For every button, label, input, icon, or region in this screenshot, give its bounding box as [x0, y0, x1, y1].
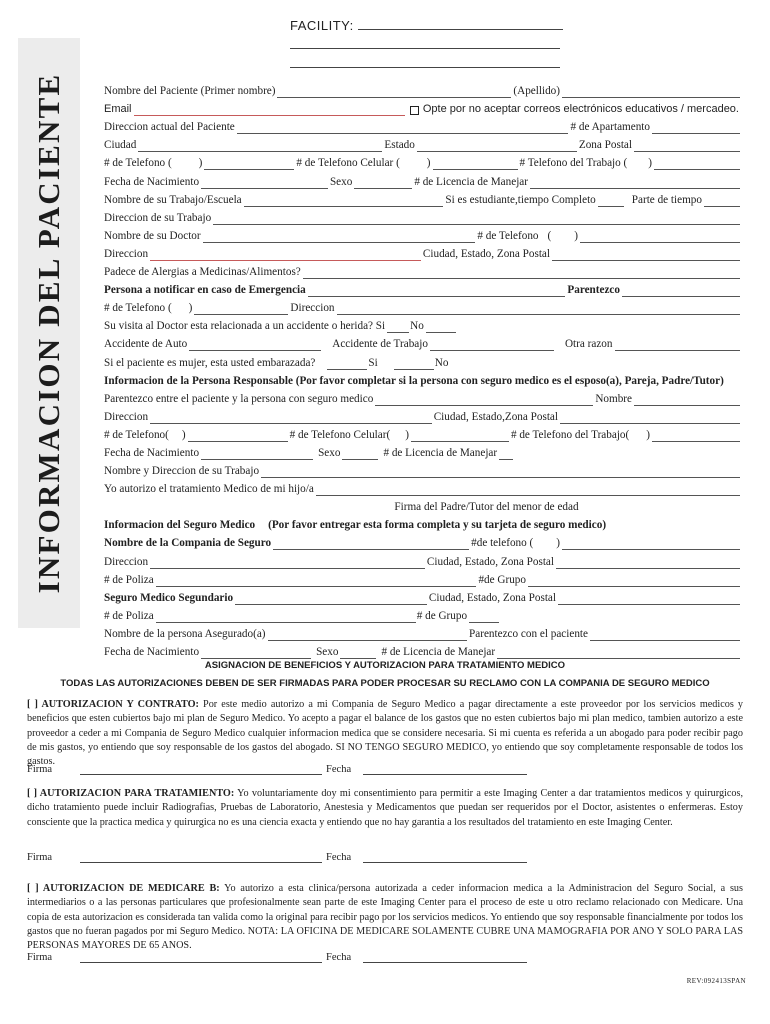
label-zip: Zona Postal	[578, 139, 632, 152]
responsible-dob-field[interactable]	[201, 449, 313, 460]
insurance-policy-field[interactable]	[156, 576, 477, 587]
row-address	[103, 116, 741, 134]
paren-close: )	[181, 428, 186, 441]
responsible-work-field[interactable]	[261, 467, 740, 478]
label-responsible-work-phone: # de Telefono del Trabajo(	[510, 428, 630, 441]
row-email	[103, 98, 741, 116]
label-first-name: Nombre del Paciente (Primer nombre)	[104, 85, 276, 98]
label-doctor-city: Ciudad, Estado, Zona Postal	[422, 247, 550, 260]
row-guardian-signature	[103, 496, 741, 514]
treatment-signature-row	[27, 852, 527, 863]
responsible-address-field[interactable]	[150, 413, 432, 424]
facility-input-line[interactable]	[358, 18, 563, 30]
contract-date-field[interactable]	[363, 764, 527, 775]
label-insured-relation: Parentezco con el paciente	[469, 627, 588, 640]
label-insurance-company: Nombre de la Compania de Seguro	[104, 537, 272, 550]
label-responsible-dob: Fecha de Nacimiento	[104, 446, 200, 459]
facility-field[interactable]	[290, 18, 563, 33]
opt-out-checkbox[interactable]	[410, 106, 419, 115]
row-employer	[103, 189, 741, 207]
row-patient-name	[103, 80, 741, 98]
treatment-date-field[interactable]	[363, 852, 527, 863]
label-address: Direccion actual del Paciente	[104, 121, 235, 134]
insurance-group-field[interactable]	[528, 576, 740, 587]
label-responsible-sex: Sexo	[318, 446, 341, 459]
row-responsible-dob	[103, 442, 741, 460]
facility-label: FACILITY:	[290, 18, 354, 33]
insurance-company-field[interactable]	[273, 539, 469, 550]
sidebar-title: INFORMACION DEL PACIENTE	[31, 72, 66, 594]
paren-close: )	[556, 537, 560, 550]
label-guardian-signature: Firma del Padre/Tutor del menor de edad	[394, 501, 579, 514]
insurance-address-field[interactable]	[150, 558, 425, 569]
apartment-field[interactable]	[652, 123, 740, 134]
responsible-phone-field[interactable]	[188, 431, 288, 442]
label-insurance-phone: #de telefono (	[471, 537, 534, 550]
contract-signature-row	[27, 764, 527, 775]
label-secondary-group: # de Grupo	[416, 609, 468, 622]
email-field[interactable]	[134, 105, 405, 116]
phone-field[interactable]	[204, 159, 294, 170]
label-employer: Nombre de su Trabajo/Escuela	[104, 193, 242, 206]
full-time-field[interactable]	[598, 196, 624, 207]
work-phone-field[interactable]	[654, 159, 740, 170]
medicare-date-field[interactable]	[363, 952, 527, 963]
label-secondary-city: Ciudad, Estado, Zona Postal	[428, 591, 556, 604]
license-field[interactable]	[530, 178, 740, 189]
row-emergency-phone	[103, 297, 741, 315]
label-work-accident: Accidente de Trabajo	[332, 338, 428, 351]
label-responsible-license: # de Licencia de Manejar	[383, 446, 498, 459]
label-state: Estado	[384, 139, 415, 152]
relationship-field[interactable]	[622, 286, 740, 297]
label-responsible-relation: Parentezco entre el paciente y la persona con seguro medico	[104, 392, 374, 405]
treatment-heading[interactable]: [ ] AUTORIZACION PARA TRATAMIENTO:	[27, 788, 235, 799]
label-secondary-policy: # de Poliza	[104, 609, 154, 622]
label-part-time: Parte de tiempo	[631, 193, 702, 206]
paren-close: )	[188, 302, 193, 315]
label-city: Ciudad	[104, 139, 137, 152]
label-cell: # de Telefono Celular (	[296, 157, 400, 170]
facility-line-2[interactable]	[290, 48, 560, 49]
treatment-signature-field[interactable]	[80, 852, 322, 863]
secondary-policy-field[interactable]	[156, 612, 416, 623]
row-accident	[103, 315, 741, 333]
label-doctor-address: Direccion	[104, 247, 149, 260]
doctor-phone-field[interactable]	[580, 232, 740, 243]
insurance-city-field[interactable]	[556, 558, 740, 569]
row-city	[103, 134, 741, 152]
label-secondary-insurance: Seguro Medico Segundario	[104, 591, 234, 604]
label-emergency: Persona a notificar en caso de Emergencia	[104, 284, 306, 297]
row-insurance-heading	[103, 514, 741, 532]
row-responsible-address	[103, 406, 741, 424]
insured-sex-field[interactable]	[340, 648, 376, 659]
secondary-city-field[interactable]	[558, 594, 740, 605]
insurance-phone-field[interactable]	[562, 539, 740, 550]
label-responsible-phone: # de Telefono(	[104, 428, 169, 441]
label-insurance-policy: # de Poliza	[104, 573, 154, 586]
part-time-field[interactable]	[704, 196, 740, 207]
medicare-paragraph	[27, 882, 743, 953]
responsible-relation-field[interactable]	[375, 395, 593, 406]
paren-close: )	[405, 428, 409, 441]
responsible-license-field[interactable]	[499, 449, 513, 460]
responsible-heading: Informacion de la Persona Responsable (Por favor completar si la persona con seguro medico es el esposo(a), Pareja, Padre/Tutor)	[104, 374, 724, 387]
label-insurance-city: Ciudad, Estado, Zona Postal	[426, 555, 554, 568]
emergency-field[interactable]	[308, 286, 566, 297]
patient-fields	[103, 80, 741, 659]
treatment-text: Yo voluntariamente doy mi consentimiento para permitir a este Imaging Center a dar tratamientos medicos y quirurgicos, dicho tratamiento puede incluir Radiografias, Pruebas de Laboratorio, Anestesia y Medicamentos que puedan ser requeridos por el Doctor, asistentes o enfermeras. Estoy consciente que la practica medica y quirurgica no es una ciencia exacta y entiendo que no hay garantia a los resultados del tratamiento en este Imaging Center.	[27, 788, 743, 828]
label-auto-accident: Accidente de Auto	[104, 338, 188, 351]
label-insurance-group: #de Grupo	[478, 573, 526, 586]
emergency-phone-field[interactable]	[194, 304, 288, 315]
label-other-reason: Otra razon	[564, 338, 613, 351]
row-allergies	[103, 261, 741, 279]
pregnant-no-field[interactable]	[394, 359, 434, 370]
responsible-name-field[interactable]	[634, 395, 740, 406]
row-insurance-address	[103, 550, 741, 568]
label-responsible-city: Ciudad, Estado,Zona Postal	[433, 410, 558, 423]
label-emergency-address: Direccion	[290, 302, 335, 315]
label-work-address: Direccion de su Trabajo	[104, 211, 212, 224]
responsible-sex-field[interactable]	[342, 449, 378, 460]
paren-close: )	[198, 157, 203, 170]
label-responsible-name: Nombre	[595, 392, 632, 405]
label-fecha: Fecha	[326, 852, 352, 863]
label-license: # de Licencia de Manejar	[414, 175, 528, 188]
label-insurance-address: Direccion	[104, 555, 149, 568]
row-responsible-heading	[103, 370, 741, 388]
row-pregnant	[103, 351, 741, 369]
row-responsible-work	[103, 460, 741, 478]
row-phones	[103, 152, 741, 170]
address-field[interactable]	[237, 123, 569, 134]
label-responsible-cell: # de Telefono Celular(	[289, 428, 391, 441]
state-field[interactable]	[417, 141, 577, 152]
row-accident-type	[103, 333, 741, 351]
employer-field[interactable]	[244, 196, 444, 207]
responsible-city-field[interactable]	[560, 413, 740, 424]
work-accident-field[interactable]	[430, 340, 554, 351]
label-pregnant-question: Si el paciente es mujer, esta usted embarazada?	[104, 356, 316, 369]
emergency-address-field[interactable]	[337, 304, 740, 315]
sex-field[interactable]	[354, 178, 412, 189]
last-name-field[interactable]	[562, 87, 740, 98]
label-relationship: Parentezco	[567, 284, 620, 297]
doctor-city-field[interactable]	[552, 250, 740, 261]
doctor-address-field[interactable]	[150, 250, 421, 261]
medicare-heading[interactable]: [ ] AUTORIZACION DE MEDICARE B:	[27, 883, 220, 894]
row-doctor: Nombre de su Doctor # de Telefono ( )	[103, 225, 741, 243]
label-fecha: Fecha	[326, 764, 352, 775]
paren-close: )	[574, 229, 578, 242]
allergies-field[interactable]	[303, 268, 740, 279]
label-opt-out: Opte por no aceptar correos electrónicos educativos / mercadeo.	[422, 103, 739, 116]
label-doctor: Nombre de su Doctor	[104, 229, 201, 242]
label-firma: Firma	[27, 764, 53, 775]
label-work-phone: # Telefono del Trabajo (	[519, 157, 628, 170]
row-insured-dob	[103, 641, 741, 659]
insurance-heading-note: (Por favor entregar esta forma completa y su tarjeta de seguro medico)	[268, 519, 607, 532]
label-sex: Sexo	[329, 175, 353, 188]
auto-accident-field[interactable]	[189, 340, 321, 351]
authorize-child-field[interactable]	[316, 485, 740, 496]
row-dob	[103, 170, 741, 188]
label-insured-dob: Fecha de Nacimiento	[104, 646, 200, 658]
label-accident-question: Su visita al Doctor esta relacionada a un accidente o herida? Si	[104, 320, 386, 333]
label-email: Email	[104, 103, 132, 116]
authorization-title: ASIGNACION DE BENEFICIOS Y AUTORIZACION PARA TRATAMIENTO MEDICO	[204, 660, 566, 671]
secondary-group-field[interactable]	[469, 612, 499, 623]
contract-heading[interactable]: [ ] AUTORIZACION Y CONTRATO:	[27, 699, 199, 710]
insured-dob-field[interactable]	[201, 648, 311, 659]
pregnant-yes-field[interactable]	[327, 359, 367, 370]
label-phone: # de Telefono (	[104, 157, 172, 170]
label-last-name: (Apellido)	[513, 85, 560, 98]
paren-close: )	[648, 157, 652, 170]
label-doctor-phone: # de Telefono	[477, 229, 539, 242]
label-authorize-child: Yo autorizo el tratamiento Medico de mi hijo/a	[104, 483, 314, 496]
label-insured-license: # de Licencia de Manejar	[381, 646, 496, 658]
label-insured-name: Nombre de la persona Asegurado(a)	[104, 627, 266, 640]
label-dob: Fecha de Nacimiento	[104, 175, 200, 188]
city-field[interactable]	[138, 141, 382, 152]
responsible-cell-field[interactable]	[411, 431, 509, 442]
label-si: Si	[368, 356, 378, 369]
revision-code: REV:092413SPAN	[686, 977, 746, 985]
responsible-work-phone-field[interactable]	[652, 431, 740, 442]
label-insured-sex: Sexo	[316, 646, 339, 658]
row-secondary-insurance	[103, 587, 741, 605]
row-insured-name	[103, 623, 741, 641]
insurance-heading: Informacion del Seguro Medico	[104, 519, 256, 532]
paren-close: )	[646, 428, 650, 441]
dob-field[interactable]	[201, 178, 328, 189]
label-firma: Firma	[27, 852, 53, 863]
cell-field[interactable]	[433, 159, 518, 170]
label-no: No	[434, 356, 449, 369]
medicare-signature-field[interactable]	[80, 952, 322, 963]
secondary-insurance-field[interactable]	[235, 594, 427, 605]
label-responsible-address: Direccion	[104, 410, 149, 423]
label-allergies: Padece de Alergias a Medicinas/Alimentos?	[104, 266, 301, 279]
doctor-field[interactable]	[203, 232, 476, 243]
row-responsible-phones	[103, 424, 741, 442]
label-apartment: # de Apartamento	[570, 121, 650, 134]
insured-name-field[interactable]	[268, 630, 467, 641]
row-emergency	[103, 279, 741, 297]
authorization-subtitle: TODAS LAS AUTORIZACIONES DEBEN DE SER FIRMADAS PARA PODER PROCESAR SU RECLAMO CON LA COMPANIA DE SEGURO MEDICO	[60, 678, 710, 689]
label-student: Si es estudiante,tiempo Completo	[445, 193, 596, 206]
facility-line-3[interactable]	[290, 67, 560, 68]
contract-paragraph	[27, 698, 743, 769]
contract-signature-field[interactable]	[80, 764, 322, 775]
label-responsible-work: Nombre y Direccion de su Trabajo	[104, 465, 260, 478]
insured-license-field[interactable]	[497, 648, 740, 659]
medicare-signature-row	[27, 952, 527, 963]
medicare-text: Yo autorizo a esta clinica/persona autorizada a ceder informacion medica a la Administracion del Seguro Social, a sus intermediarios o a las personas particulares que profesionalmente sean parte de este Imaging Center para el proceso de este u otro reclamo relacionado con Medicare. Una copia de esta autorizacion es considerada tan valida como la original para recibir pago por los servicios medicos. Yo entiendo que soy responsable financialmente por todos los gastos que no fueran pagados por mi Seguro Medico. NOTA: LA OFICINA DE MEDICARE SOLAMENTE CUBRE UNA MAMOGRAFIA POR ANO Y SOLO PARA LAS PERSONAS MAYORES DE 65 ANOS.	[27, 883, 743, 952]
row-doctor-address	[103, 243, 741, 261]
label-emergency-phone: # de Telefono (	[104, 302, 172, 315]
row-secondary-policy	[103, 605, 741, 623]
row-insurance-company	[103, 532, 741, 550]
row-authorize-child	[103, 478, 741, 496]
zip-field[interactable]	[634, 141, 740, 152]
accident-no-field[interactable]	[426, 322, 456, 333]
work-address-field[interactable]	[213, 214, 740, 225]
paren-close: )	[426, 157, 431, 170]
row-responsible-relation	[103, 388, 741, 406]
insured-relation-field[interactable]	[590, 630, 740, 641]
other-reason-field[interactable]	[615, 340, 741, 351]
row-insurance-policy	[103, 569, 741, 587]
first-name-field[interactable]	[277, 87, 511, 98]
label-no: No	[410, 320, 424, 333]
contract-text: Por este medio autorizo a mi Compania de Seguro Medico a pagar directamente a este proveedor por los servicios medicos y beneficios que esten cubiertos bajo mi plan de Seguro Medico. Yo acepto a pagar el balance de los gastos que no esten cubiertos bajo mi plan medico, tambien autorizo a este proveedor a ceder a mi Compania de Seguro Medico cualquier informacion medica que se considere necesaria. Si mi cuenta es referida a un abogado para poder recibir pago de mis gastos, yo entiendo que soy responsable de los gastos del abogado. SI NO TENGO SEGURO MEDICO, yo entiendo que soy completamente responsable de todos los gastos.	[27, 699, 743, 768]
accident-yes-field[interactable]	[387, 322, 409, 333]
treatment-paragraph	[27, 787, 743, 830]
label-fecha: Fecha	[326, 952, 352, 963]
row-work-address	[103, 207, 741, 225]
label-firma: Firma	[27, 952, 53, 963]
